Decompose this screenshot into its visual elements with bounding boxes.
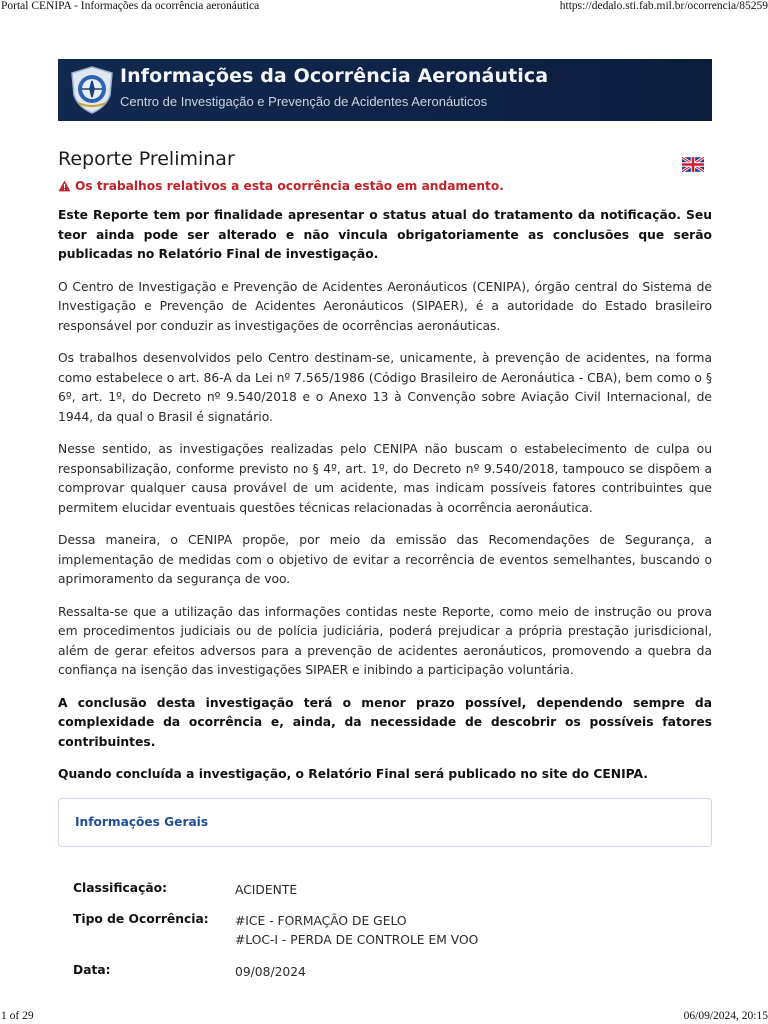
- cenipa-logo-icon: [68, 65, 116, 115]
- occurrence-type-values: [235, 912, 478, 950]
- classification-label: Classificação:: [73, 880, 168, 895]
- print-header: [0, 0, 768, 14]
- occurrence-type-row: [58, 912, 712, 963]
- classification-row: [58, 881, 712, 912]
- general-info-details: [58, 881, 712, 983]
- classification-value: ACIDENTE: [235, 882, 298, 897]
- site-banner[interactable]: [58, 59, 712, 121]
- print-doc-title: Portal CENIPA - Informações da ocorrência aeronáutica: [1, 0, 260, 12]
- page-title: Reporte Preliminar: [58, 148, 235, 170]
- occurrence-type-label: Tipo de Ocorrência:: [73, 911, 209, 926]
- body-paragraph-1: O Centro de Investigação e Prevenção de Acidentes Aeronáuticos (CENIPA), órgão central do Sistema de Investigação e Prevenção de Acidentes Aeronáuticos (SIPAER), é a autoridade do Estado brasileiro responsável por conduzir as investigações de ocorrências aeronáuticas.: [58, 279, 712, 333]
- date-value: 09/08/2024: [235, 964, 306, 979]
- status-warning: [58, 179, 712, 193]
- date-label: Data:: [73, 962, 111, 977]
- warning-text: Os trabalhos relativos a esta ocorrência estão em andamento.: [75, 179, 504, 193]
- conclusion-paragraph: A conclusão desta investigação terá o menor prazo possível, dependendo sempre da complexidade da ocorrência e, ainda, da necessidade de descobrir os possíveis fatores contribuintes.: [58, 695, 712, 749]
- page-indicator: 1 of 29: [1, 1010, 34, 1022]
- print-footer: [0, 1010, 768, 1024]
- body-paragraph-2: Os trabalhos desenvolvidos pelo Centro destinam-se, unicamente, à prevenção de acidentes, na forma como estabelece o art. 86-A da Lei nº 7.565/1986 (Código Brasileiro de Aeronáutica - CBA), bem como o § 6º, art. 1º, do Decreto nº 9.540/2018 e o Anexo 13 à Convenção sobre Aviação Civil Internacional, de 1944, da qual o Brasil é signatário.: [58, 351, 712, 424]
- final-report-paragraph: Quando concluída a investigação, o Relatório Final será publicado no site do CENIPA.: [58, 767, 648, 781]
- body-paragraph-5: Ressalta-se que a utilização das informações contidas neste Reporte, como meio de instrução ou prova em procedimentos judiciais ou de polícia judiciária, poderá prejudicar a própria prestação jurisdicional, além de gerar efeitos adversos para a prevenção de acidentes aeronáuticos, promovendo a quebra da confiança na isenção das investigações SIPAER e inibindo a participação voluntária.: [58, 604, 712, 677]
- occurrence-type-value: #LOC-I - PERDA DE CONTROLE EM VOO: [235, 932, 479, 947]
- general-info-title[interactable]: Informações Gerais: [75, 814, 209, 829]
- print-timestamp: 06/09/2024, 20:15: [683, 1010, 768, 1022]
- body-paragraph-3: Nesse sentido, as investigações realizadas pelo CENIPA não buscam o estabelecimento de culpa ou responsabilização, conforme previsto no § 4º, art. 1º, do Decreto nº 9.540/2018, tampouco se dispõem a comprovar qualquer causa provável de um acidente, mas indicam possíveis fatores contribuintes que permitem elucidar eventuais questões técnicas relacionadas à ocorrência aeronáutica.: [58, 442, 712, 515]
- occurrence-type-value: #ICE - FORMAÇÃO DE GELO: [235, 913, 407, 928]
- banner-subtitle: Centro de Investigação e Prevenção de Acidentes Aeronáuticos: [120, 94, 488, 109]
- intro-paragraph: Este Reporte tem por finalidade apresentar o status atual do tratamento da notificação. Seu teor ainda pode ser alterado e não vincula obrigatoriamente as conclusões que serão publicadas no Relatório Final de investigação.: [58, 208, 712, 261]
- uk-flag-icon[interactable]: [682, 157, 704, 172]
- general-info-card[interactable]: [58, 798, 712, 847]
- body-paragraph-4: Dessa maneira, o CENIPA propõe, por meio da emissão das Recomendações de Segurança, a implementação de medidas com o objetivo de evitar a recorrência de eventos semelhantes, buscando o aprimoramento da segurança de voo.: [58, 533, 712, 586]
- report-content: [58, 148, 712, 983]
- banner-title: Informações da Ocorrência Aeronáutica: [120, 65, 549, 87]
- date-row: [58, 963, 712, 983]
- warning-triangle-icon: [58, 180, 71, 192]
- print-url[interactable]: https://dedalo.sti.fab.mil.br/ocorrencia/85259: [559, 0, 768, 12]
